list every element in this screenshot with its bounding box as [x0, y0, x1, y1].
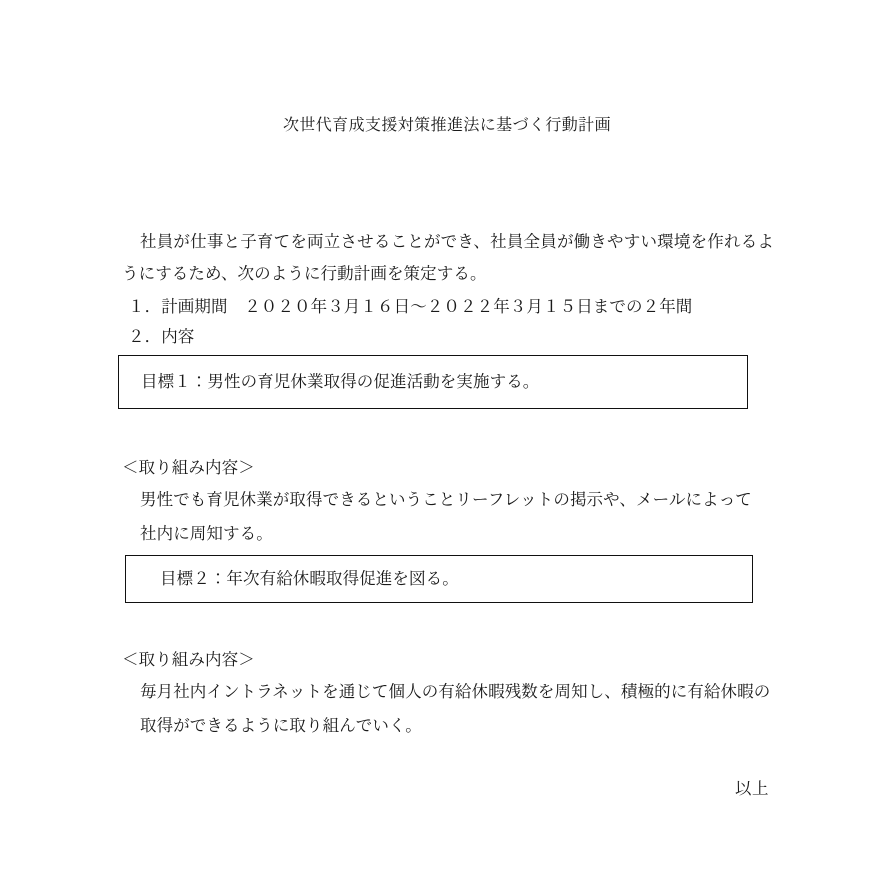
numbered-item-contents: ２．内容 [128, 327, 195, 346]
intro-paragraph: 社員が仕事と子育てを両立させることができ、社員全員が働きやすい環境を作れるようにするため、次のように行動計画を策定する。 [122, 231, 774, 283]
initiative-1-heading: ＜取り組み内容＞ [122, 458, 255, 477]
initiative-2-line-2: 取得ができるように取り組んでいく。 [140, 716, 422, 735]
initiative-1-line-2: 社内に周知する。 [140, 524, 273, 543]
initiative-2-line-1: 毎月社内イントラネットを通じて個人の有給休暇残数を周知し、積極的に有給休暇の [140, 682, 771, 701]
goal-1-label: 目標１：男性の育児休業取得の促進活動を実施する。 [141, 372, 540, 391]
goal-box-1 [118, 355, 748, 409]
initiative-section-2 [122, 645, 770, 743]
goal-2-label: 目標２：年次有給休暇取得促進を図る。 [160, 569, 459, 588]
numbered-list [128, 292, 692, 352]
numbered-item-plan-period: １．計画期間 ２０２０年３月１６日～２０２２年３月１５日までの２年間 [128, 297, 693, 316]
initiative-section-1 [122, 453, 752, 551]
initiative-2-heading: ＜取り組み内容＞ [122, 650, 255, 669]
goal-box-2 [125, 555, 753, 603]
closing-text: 以上 [735, 779, 769, 798]
initiative-1-line-1: 男性でも育児休業が取得できるということリーフレットの掲示や、メールによって [140, 490, 752, 509]
page-title: 次世代育成支援対策推進法に基づく行動計画 [282, 115, 611, 134]
